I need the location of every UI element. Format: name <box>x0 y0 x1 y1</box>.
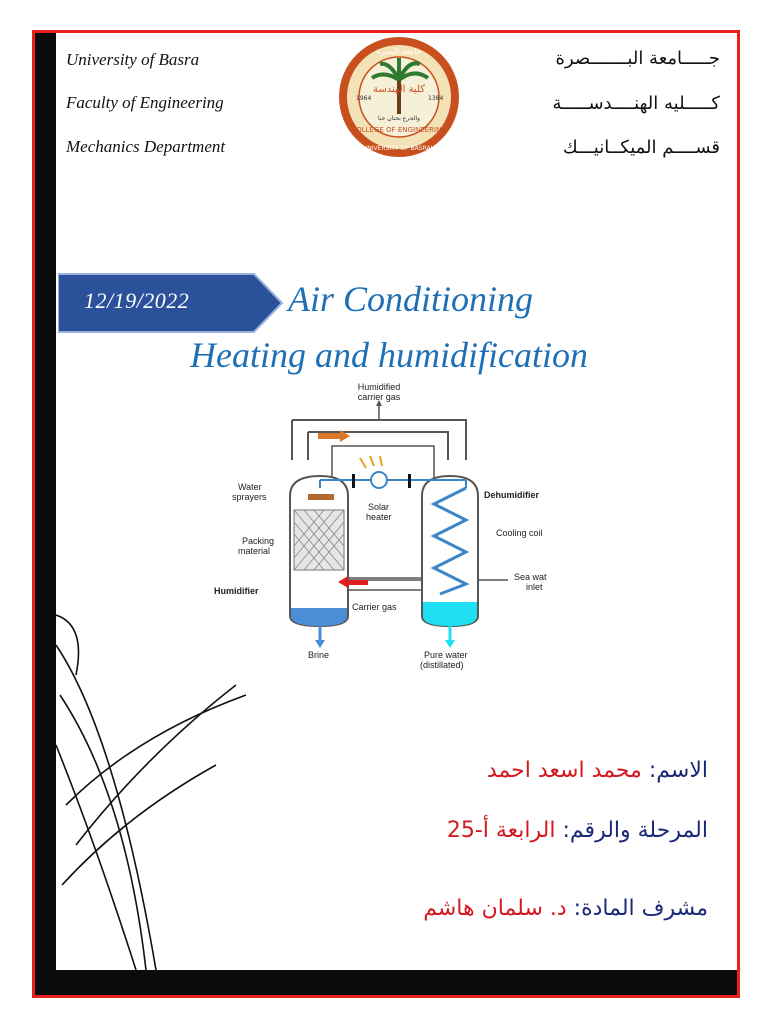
label-inlet: inlet <box>526 582 543 592</box>
dehumidifier-column <box>422 476 478 648</box>
stage-label: المرحلة والرقم: <box>562 818 708 843</box>
left-black-bar <box>35 33 56 995</box>
label-material: material <box>238 546 271 556</box>
label-heater: heater <box>366 512 392 522</box>
label-water: Water <box>238 482 262 492</box>
bottom-black-bar <box>35 970 737 995</box>
university-en: University of Basra <box>66 50 200 69</box>
supervisor-label: مشرف المادة: <box>573 896 708 921</box>
label-carrier-gas: Carrier gas <box>352 602 397 612</box>
label-sea-water: Sea wat <box>514 572 547 582</box>
logo-ring-text: COLLEGE OF ENGINEERING <box>351 126 447 134</box>
department-ar: قســــم الميكــانيـــك <box>562 137 720 158</box>
faculty-en: Faculty of Engineering <box>66 93 224 112</box>
label-dehumidifier: Dehumidifier <box>484 490 540 500</box>
college-logo <box>336 34 462 160</box>
humidifier-column <box>290 476 348 648</box>
supervisor-row <box>423 896 708 921</box>
sun-rays-icon <box>360 456 382 468</box>
logo-top-text: جامعة البصرة <box>376 47 422 56</box>
stage-value: الرابعة أ-25 <box>446 818 556 843</box>
logo-year-right: 1384 <box>428 95 444 102</box>
supervisor-value: د. سلمان هاشم <box>423 896 567 921</box>
label-humidified: Humidified <box>357 382 401 392</box>
title-line-2: Heating and humidification <box>190 335 588 375</box>
university-ar: جـــــامعة البـــــــصرة <box>555 48 720 69</box>
solar-heater-icon <box>371 472 387 488</box>
report-date: 12/19/2022 <box>84 288 190 313</box>
decorative-swirl <box>56 585 246 970</box>
student-stage-row <box>447 818 708 843</box>
logo-bottom-text: UNIVERSITY OF BASRAH <box>362 145 436 152</box>
title-line-1: Air Conditioning <box>288 279 534 319</box>
logo-motto-text: والجرع بحنان حبا <box>378 115 420 122</box>
name-value: محمد اسعد احمد <box>486 758 642 783</box>
department-en: Mechanics Department <box>66 137 226 156</box>
name-label: الاسم: <box>648 758 708 783</box>
sprayer-icon <box>308 494 334 500</box>
humidification-diagram <box>208 380 560 672</box>
label-brine: Brine <box>308 650 330 660</box>
logo-year-left: 1964 <box>356 95 372 102</box>
faculty-ar: كـــــليه الهنــــدســـــة <box>552 93 720 114</box>
label-pure-water: Pure water <box>424 650 468 660</box>
student-name-row <box>487 758 708 783</box>
label-humidifier: Humidifier <box>214 586 259 596</box>
label-cooling-coil: Cooling coil <box>496 528 543 538</box>
label-carrier-gas-top: carrier gas <box>357 392 401 402</box>
label-packing: Packing <box>242 536 275 546</box>
label-distillated: (distillated) <box>420 660 464 670</box>
logo-center-text: كلية الهندسة <box>372 84 426 95</box>
label-sprayers: sprayers <box>232 492 267 502</box>
label-solar: Solar <box>368 502 390 512</box>
